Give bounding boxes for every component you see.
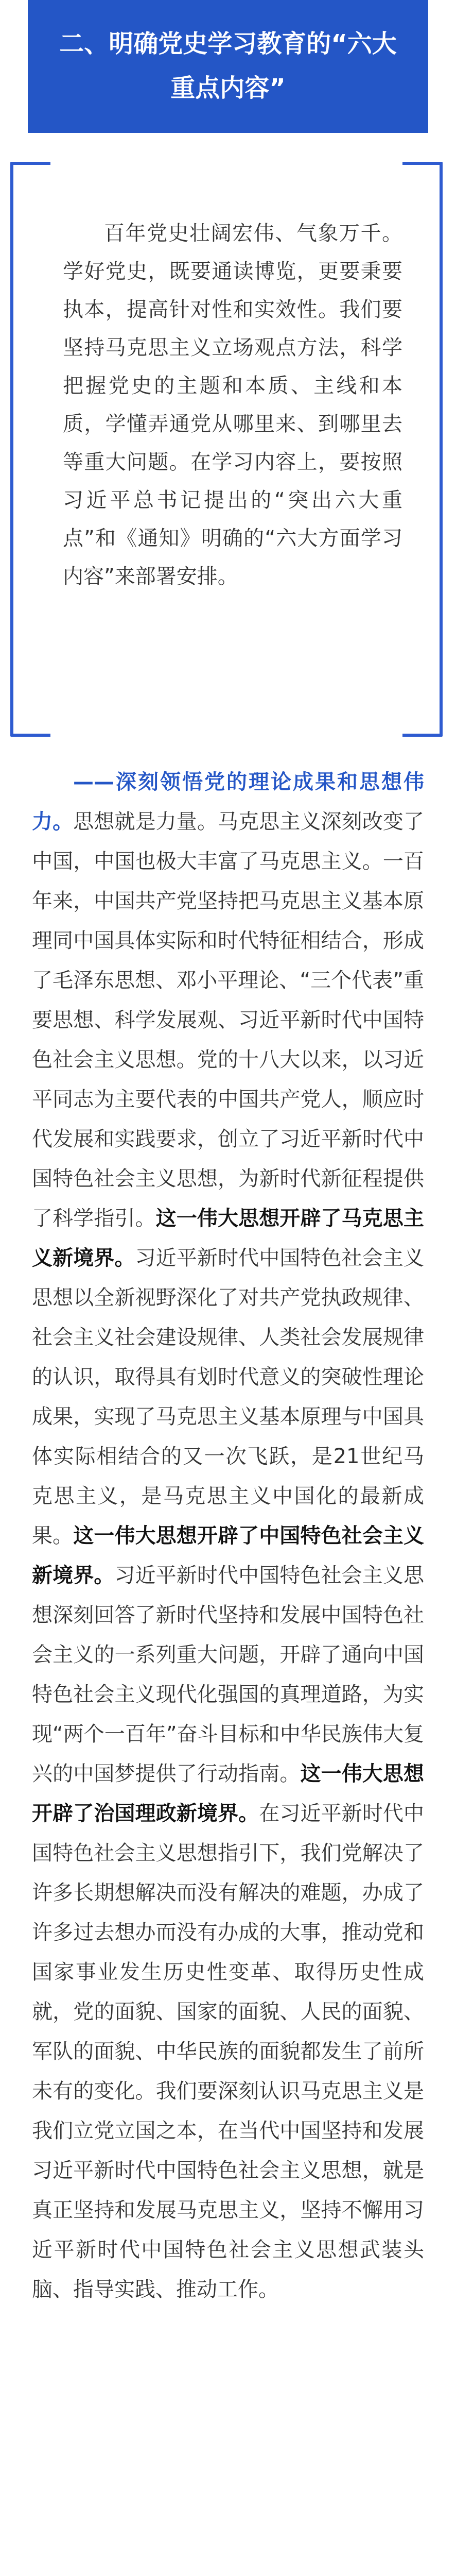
section-lead-heading: ——深刻领悟党的理论成果和思想伟力。 [32, 770, 424, 834]
body-text-run-4: 在习近平新时代中国特色社会主义思想指引下，我们党解决了许多长期想解决而没有解决的难题，办成了许多过去想办而没有办成的大事，推动党和国家事业发生历史性变革、取得历史性成就，党的面貌、国家的面貌、人民的面貌、军队的面貌、中华民族的面貌都发生了前所未有的变化。我们要深刻认识马克思主义是我们立党立国之本，在当代中国坚持和发展习近平新时代中国特色社会主义思想，就是真正坚持和发展马克思主义，坚持不懈用习近平新时代中国特色社会主义思想武装头脑、指导实践、推动工作。 [32, 1802, 425, 2301]
emphasis-sentence-2: 这一伟大思想开辟了中国特色社会主义新境界。 [32, 1524, 425, 1587]
section-title-banner [28, 0, 428, 133]
intro-paragraph: 百年党史壮阔宏伟、气象万千。学好党史，既要通读博览，更要秉要执本，提高针对性和实效性。我们要坚持马克思主义立场观点方法，科学把握党史的主题和本质、主线和本质，学懂弄通党从哪里来、到哪里去等重大问题。在学习内容上，要按照习近平总书记提出的“突出六大重点”和《通知》明确的“六大方面学习内容”来部署安排。 [63, 222, 402, 588]
emphasis-sentence-3: 这一伟大思想开辟了治国理政新境界。 [32, 1762, 425, 1825]
section-title-line-2: 重点内容” [170, 74, 286, 103]
body-text-run-2: 习近平新时代中国特色社会主义思想以全新视野深化了对共产党执政规律、社会主义社会建设规律、人类社会发展规律的认识，取得具有划时代意义的突破性理论成果，实现了马克思主义基本原理与中国具体实际相结合的又一次飞跃，是21世纪马克思主义，是马克思主义中国化的最新成果。 [32, 1246, 425, 1548]
intro-paragraph-container [63, 214, 402, 596]
emphasis-sentence-1: 这一伟大思想开辟了马克思主义新境界。 [32, 1207, 425, 1270]
section-title-line-1: 二、明确党史学习教育的“六大 [59, 29, 397, 58]
section-body-paragraph [32, 762, 424, 2310]
body-text-run-1: 思想就是力量。马克思主义深刻改变了中国，中国也极大丰富了马克思主义。一百年来，中国共产党坚持把马克思主义基本原理同中国具体实际和时代特征相结合，形成了毛泽东思想、邓小平理论、“三个代表”重要思想、科学发展观、习近平新时代中国特色社会主义思想。党的十八大以来，以习近平同志为主要代表的中国共产党人，顺应时代发展和实践要求，创立了习近平新时代中国特色社会主义思想，为新时代新征程提供了科学指引。 [32, 810, 425, 1230]
body-text-run-3: 习近平新时代中国特色社会主义思想深刻回答了新时代坚持和发展中国特色社会主义的一系列重大问题，开辟了通向中国特色社会主义现代化强国的真理道路，为实现“两个一百年”奋斗目标和中华民族伟大复兴的中国梦提供了行动指南。 [32, 1564, 425, 1786]
intro-frame [10, 162, 443, 737]
